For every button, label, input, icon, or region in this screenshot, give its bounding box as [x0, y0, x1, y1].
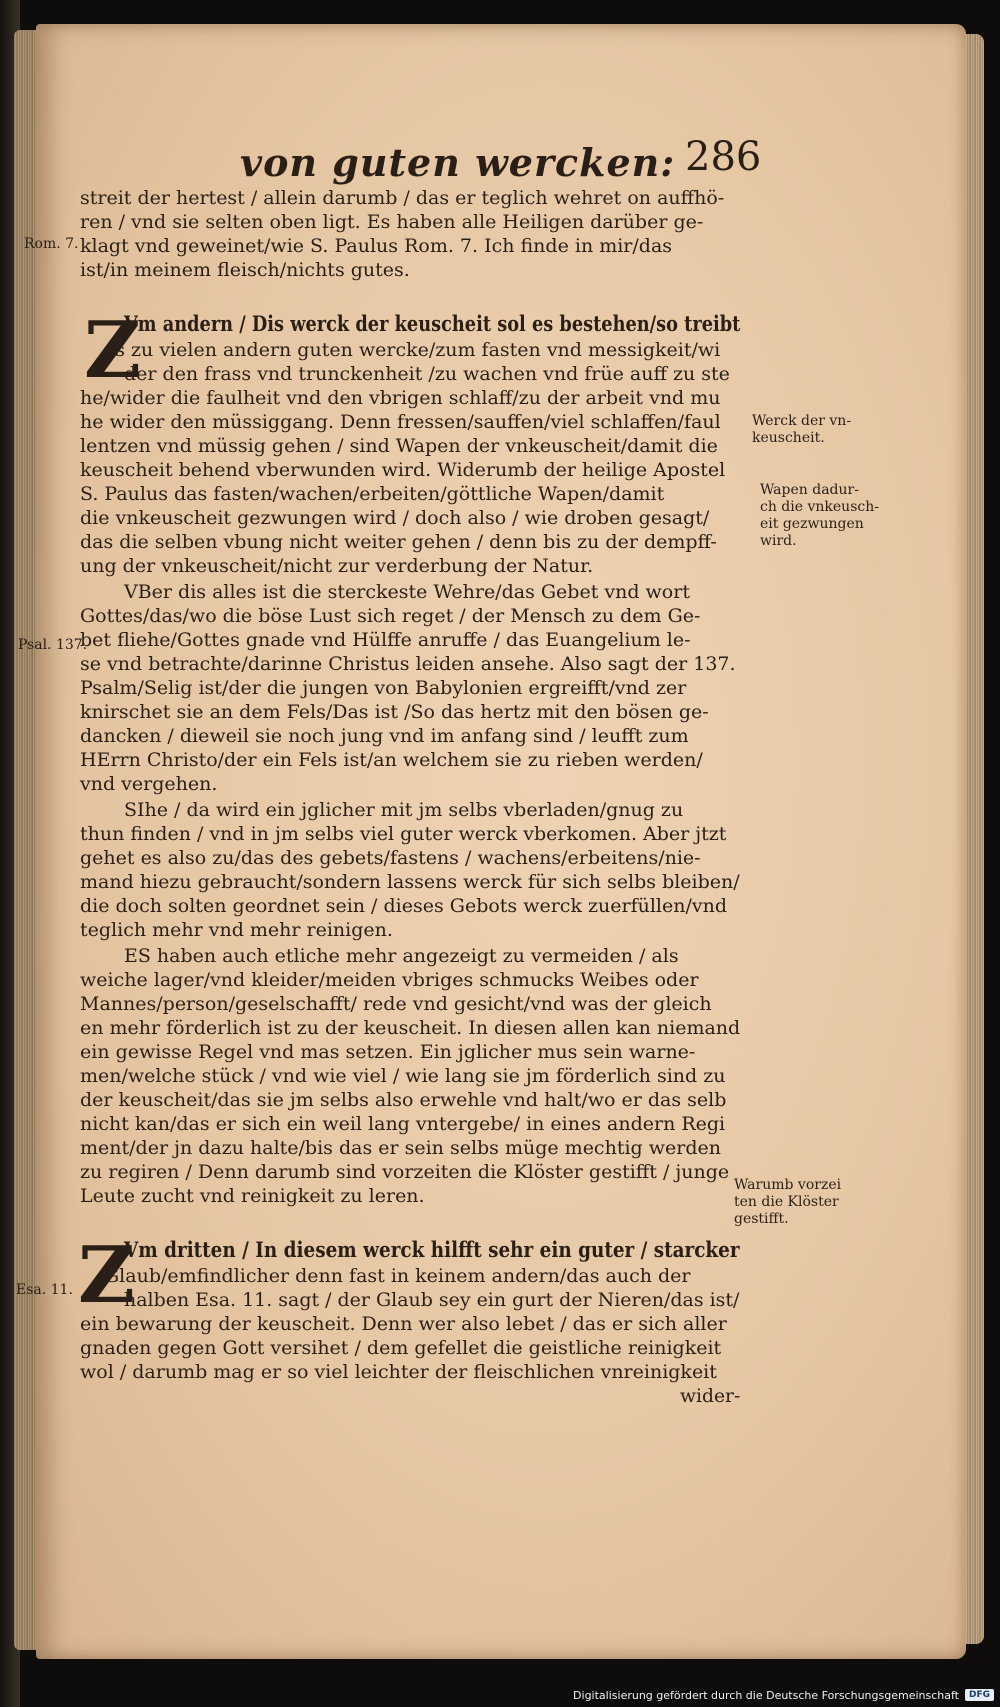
text-line: HErrn Christo/der ein Fels ist/an welchem sie zu rieben werden/ [80, 749, 703, 771]
text-line: he/wider die faulheit vnd den vbrigen schlaff/zu der arbeit vnd mu [80, 387, 721, 409]
text-line: Gottes/das/wo die böse Lust sich reget / der Mensch zu dem Ge- [80, 605, 701, 627]
catchword: wider- [680, 1385, 741, 1407]
margin-note-right: ch die vnkeusch- [760, 499, 879, 515]
text-line: Vm andern / Dis werck der keuscheit sol es bestehen/so treibt [124, 311, 741, 336]
text-line: VBer dis alles ist die sterckeste Wehre/das Gebet vnd wort [124, 581, 690, 603]
margin-note-left: Rom. 7. [24, 236, 79, 252]
drop-initial: Z [78, 1230, 135, 1321]
text-line: knirschet sie an dem Fels/Das ist /So das hertz mit den bösen ge- [80, 701, 709, 723]
text-line: Glaub/emfindlicher denn fast in keinem andern/das auch der [104, 1265, 691, 1287]
text-line: nicht kan/das er sich ein weil lang vntergebe/ in eines andern Regi [80, 1113, 726, 1135]
margin-note-left: Psal. 137. [18, 637, 88, 653]
text-line: wol / darumb mag er so viel leichter der fleischlichen vnreinigkeit [80, 1361, 717, 1383]
text-line: die doch solten geordnet sein / dieses Gebots werck zuerfüllen/vnd [80, 895, 728, 917]
text-line: zu regiren / Denn darumb sind vorzeiten die Klöster gestifft / junge [80, 1161, 730, 1183]
text-line: es zu vielen andern guten wercke/zum fasten vnd messigkeit/wi [104, 339, 721, 361]
margin-note-right: gestifft. [734, 1211, 789, 1227]
text-line: ren / vnd sie selten oben ligt. Es haben alle Heiligen darüber ge- [80, 211, 704, 233]
text-line: en mehr förderlich ist zu der keuscheit. In diesen allen kan niemand [80, 1017, 741, 1039]
text-line: SIhe / da wird ein jglicher mit jm selbs vberladen/gnug zu [124, 799, 684, 821]
text-line: mand hiezu gebraucht/sondern lassens werck für sich selbs bleiben/ [80, 871, 740, 893]
text-line: die vnkeuscheit gezwungen wird / doch also / wie droben gesagt/ [80, 507, 710, 529]
dfg-logo-icon: DFG [965, 1689, 994, 1701]
footer-credit [573, 1686, 994, 1704]
margin-note-right: Werck der vn- [752, 413, 852, 429]
text-line: streit der hertest / allein darumb / das er teglich wehret on auffhö- [80, 187, 725, 209]
running-title: von guten wercken: [240, 140, 676, 185]
text-line: Leute zucht vnd reinigkeit zu leren. [80, 1185, 425, 1207]
text-line: klagt vnd geweinet/wie S. Paulus Rom. 7. Ich finde in mir/das [80, 235, 673, 257]
margin-note-right: Wapen dadur- [760, 482, 859, 498]
text-line: se vnd betrachte/darinne Christus leiden ansehe. Also sagt der 137. [80, 653, 736, 675]
page-number: 286 [685, 134, 762, 180]
text-line: teglich mehr vnd mehr reinigen. [80, 919, 393, 941]
text-line: he wider den müssiggang. Denn fressen/sauffen/viel schlaffen/faul [80, 411, 721, 433]
text-line: halben Esa. 11. sagt / der Glaub sey ein gurt der Nieren/das ist/ [124, 1289, 740, 1311]
text-line: Vm dritten / In diesem werck hilfft sehr ein guter / starcker [124, 1237, 740, 1262]
text-line: ein bewarung der keuscheit. Denn wer also lebet / das er sich aller [80, 1313, 727, 1335]
text-line: der keuscheit/das sie jm selbs also erwehle vnd halt/wo er das selb [80, 1089, 727, 1111]
text-line: S. Paulus das fasten/wachen/erbeiten/göttliche Wapen/damit [80, 483, 665, 505]
drop-initial: Z [84, 305, 141, 396]
text-line: weiche lager/vnd kleider/meiden vbriges schmucks Weibes oder [80, 969, 699, 991]
text-line: gnaden gegen Gott versihet / dem gefellet die geistliche reinigkeit [80, 1337, 722, 1359]
text-line: thun finden / vnd in jm selbs viel guter werck vberkomen. Aber jtzt [80, 823, 727, 845]
margin-note-right: ten die Klöster [734, 1194, 839, 1210]
text-line: ein gewisse Regel vnd mas setzen. Ein jglicher mus sein warne- [80, 1041, 696, 1063]
text-line: Mannes/person/geselschafft/ rede vnd gesicht/vnd was der gleich [80, 993, 712, 1015]
text-line: lentzen vnd müssig gehen / sind Wapen der vnkeuscheit/damit die [80, 435, 718, 457]
text-line: gehet es also zu/das des gebets/fastens / wachens/erbeitens/nie- [80, 847, 701, 869]
text-line: bet fliehe/Gottes gnade vnd Hülffe anruffe / das Euangelium le- [80, 629, 691, 651]
text-line: ES haben auch etliche mehr angezeigt zu vermeiden / als [124, 945, 679, 967]
text-line: dancken / dieweil sie noch jung vnd im anfang sind / leufft zum [80, 725, 689, 747]
margin-note-left: Esa. 11. [16, 1282, 73, 1298]
margin-note-right: wird. [760, 533, 797, 549]
text-line: vnd vergehen. [80, 773, 218, 795]
margin-note-right: Warumb vorzei [734, 1177, 842, 1193]
text-line: ist/in meinem fleisch/nichts gutes. [80, 259, 410, 281]
margin-note-right: keuscheit. [752, 430, 825, 446]
text-line: das die selben vbung nicht weiter gehen / denn bis zu der dempff- [80, 531, 717, 553]
text-line: ung der vnkeuscheit/nicht zur verderbung der Natur. [80, 555, 594, 577]
text-line: Psalm/Selig ist/der die jungen von Babylonien ergreifft/vnd zer [80, 677, 687, 699]
text-line: men/welche stück / vnd wie viel / wie lang sie jm förderlich sind zu [80, 1065, 726, 1087]
text-line: der den frass vnd trunckenheit /zu wachen vnd früe auff zu ste [124, 363, 730, 385]
page-header [240, 134, 762, 190]
text-line: ment/der jn dazu halte/bis das er sein selbs müge mechtig werden [80, 1137, 721, 1159]
margin-note-right: eit gezwungen [760, 516, 864, 532]
text-line: keuscheit behend vberwunden wird. Widerumb der heilige Apostel [80, 459, 726, 481]
funding-credit-text: Digitalisierung gefördert durch die Deutsche Forschungsgemeinschaft [573, 1688, 959, 1702]
